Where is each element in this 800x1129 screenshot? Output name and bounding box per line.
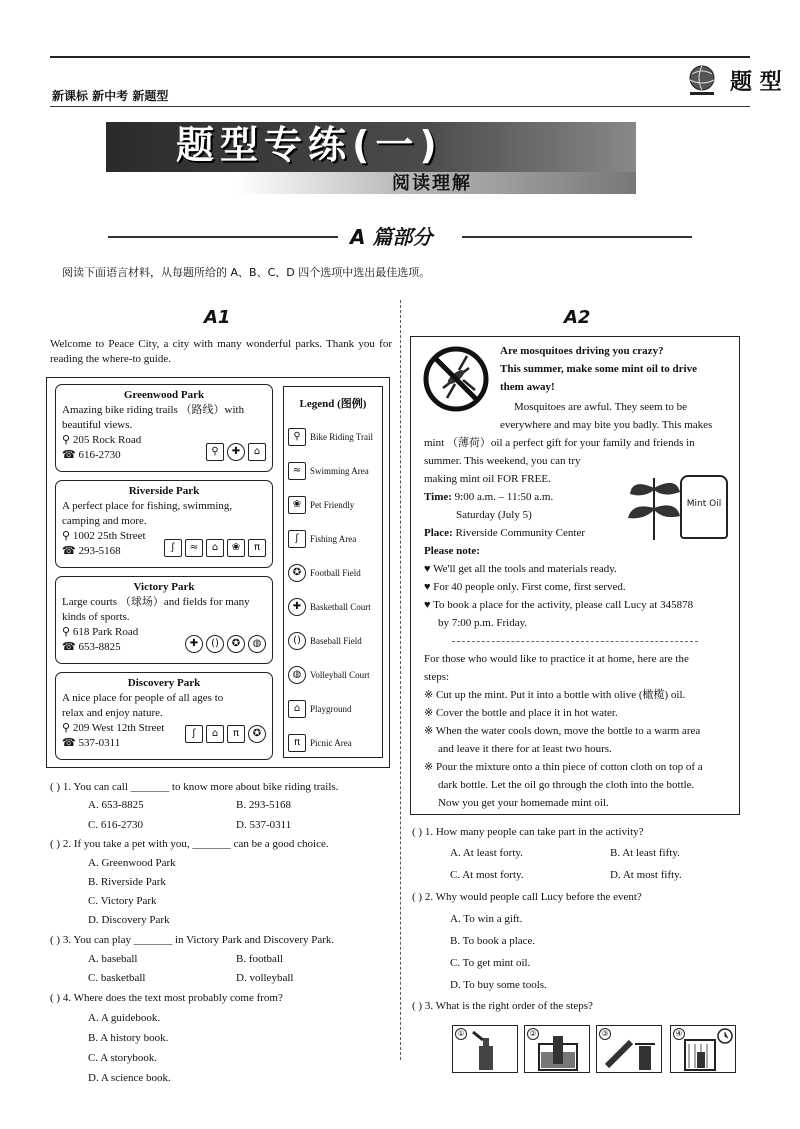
option-d[interactable]: D. 537-0311 (236, 819, 292, 831)
paw-icon: ❀ (288, 496, 306, 514)
question-stem: ( ) 1. You can call _______ to know more about bike riding trails. (50, 781, 339, 793)
a2-title: Are mosquitoes driving you crazy? (500, 345, 664, 357)
a1-intro: Welcome to Peace City, a city with many wonderful parks. Thank you for reading the where-to guide. (50, 338, 392, 365)
park-guide (46, 377, 390, 768)
instructions: 阅读下面语言材料，从每题所给的 A、B、C、D 四个选项中选出最佳选项。 (62, 266, 431, 279)
fishing-icon: ʃ (164, 539, 182, 557)
question-stem: ( ) 1. How many people can take part in the activity? (412, 826, 644, 838)
legend-item: ✚ Basketball Court (288, 590, 378, 624)
legend-item: () Baseball Field (288, 624, 378, 658)
park-phone: ☎ 653-8825 (62, 641, 121, 653)
step-image-2 (524, 1025, 590, 1073)
park-desc: beautiful views. (62, 419, 133, 431)
note-item: ♥ We'll get all the tools and materials ready. (424, 563, 617, 575)
option-a[interactable]: A. baseball (88, 953, 138, 965)
option-b[interactable]: B. At least fifty. (610, 847, 680, 859)
step-number: ④ (673, 1028, 685, 1040)
a2-title: them away! (500, 381, 555, 393)
option-a[interactable]: A. At least forty. (450, 847, 523, 859)
question-stem: ( ) 2. Why would people call Lucy before the event? (412, 891, 642, 903)
option-b[interactable]: B. Riverside Park (88, 876, 166, 888)
park-name: Greenwood Park (123, 389, 205, 401)
question-stem: ( ) 3. What is the right order of the steps? (412, 1000, 593, 1012)
dotted-separator (452, 641, 698, 642)
step-item: ※ When the water cools down, move the bottle to a warm area (424, 725, 701, 737)
step-item: Now you get your homemade mint oil. (438, 797, 609, 809)
legend-item: ≈ Swimming Area (288, 454, 378, 488)
football-icon: ✪ (288, 564, 306, 582)
step-item: ※ Pour the mixture onto a thin piece of cotton cloth on top of a (424, 761, 703, 773)
a2-paragraph: Mosquitoes are awful. They seem to be (514, 401, 688, 413)
phone-icon: ☎ (62, 545, 79, 557)
legend-item: ◍ Volleyball Court (288, 658, 378, 692)
a2-paragraph: mint （薄荷）oil a perfect gift for your family and friends in (424, 437, 695, 449)
location-pin-icon: ⚲ (62, 722, 73, 734)
section-title: A 篇部分 (350, 225, 433, 249)
note-item: by 7:00 p.m. Friday. (438, 617, 528, 629)
place-line: Place: Riverside Community Center (424, 527, 585, 539)
basketball-icon: ✚ (185, 635, 203, 653)
heart-icon: ♥ (424, 581, 434, 593)
option-b[interactable]: B. football (236, 953, 284, 965)
banner-subtitle: 阅读理解 (392, 173, 472, 194)
picnic-icon: π (288, 734, 306, 752)
question-stem: ( ) 4. Where does the text most probably come from? (50, 992, 283, 1004)
option-c[interactable]: C. At most forty. (450, 869, 524, 881)
step-image-3 (596, 1025, 662, 1073)
park-desc: Large courts （球场）and fields for many (62, 596, 250, 608)
picnic-icon: π (227, 725, 245, 743)
basketball-icon: ✚ (288, 598, 306, 616)
header-rule (50, 106, 750, 107)
swimming-icon: ≈ (185, 539, 203, 557)
legend-item: π Picnic Area (288, 726, 378, 760)
mint-leaf-icon (626, 468, 682, 542)
question-stem: ( ) 2. If you take a pet with you, _______ can be a good choice. (50, 838, 329, 850)
phone-icon: ☎ (62, 737, 79, 749)
option-b[interactable]: B. 293-5168 (236, 799, 291, 811)
step-number: ② (527, 1028, 539, 1040)
picnic-icon: π (248, 539, 266, 557)
swimming-icon: ≈ (288, 462, 306, 480)
legend-item: ʃ Fishing Area (288, 522, 378, 556)
date-line: Saturday (July 5) (456, 509, 532, 521)
option-d[interactable]: D. To buy some tools. (450, 979, 547, 991)
option-d[interactable]: D. Discovery Park (88, 914, 170, 926)
option-c[interactable]: C. Victory Park (88, 895, 157, 907)
park-desc: camping and more. (62, 515, 147, 527)
legend-item: ⌂ Playground (288, 692, 378, 726)
legend-title: Legend (图例) (299, 398, 367, 410)
park-card-victory (55, 576, 273, 664)
park-desc: A nice place for people of all ages to (62, 692, 224, 704)
volleyball-icon: ◍ (288, 666, 306, 684)
series-label: 新课标 新中考 新题型 (52, 89, 169, 103)
park-address: ⚲ 618 Park Road (62, 626, 139, 638)
a2-paragraph: making mint oil FOR FREE. (424, 473, 551, 485)
option-d[interactable]: D. At most fifty. (610, 869, 682, 881)
option-a[interactable]: A. To win a gift. (450, 913, 523, 925)
option-d[interactable]: D. volleyball (236, 972, 294, 984)
phone-icon: ☎ (62, 449, 79, 461)
legend-item: ✪ Football Field (288, 556, 378, 590)
step-number: ① (455, 1028, 467, 1040)
bike-icon: ⚲ (288, 428, 306, 446)
legend-item: ❀ Pet Friendly (288, 488, 378, 522)
note-item: ♥ To book a place for the activity, please call Lucy at 345878 (424, 599, 694, 611)
location-pin-icon: ⚲ (62, 626, 73, 638)
bike-icon: ⚲ (206, 443, 224, 461)
option-d[interactable]: D. A science book. (88, 1072, 171, 1084)
step-image-1 (452, 1025, 518, 1073)
a1-heading: A1 (204, 307, 231, 328)
a2-heading: A2 (564, 307, 591, 328)
a2-paragraph: everywhere and may bite you badly. This makes (500, 419, 713, 431)
heart-icon: ♥ (424, 599, 434, 611)
question-stem: ( ) 3. You can play _______ in Victory Park and Discovery Park. (50, 934, 335, 946)
legend-item: ⚲ Bike Riding Trail (288, 420, 378, 454)
baseball-icon: () (206, 635, 224, 653)
park-desc: relax and enjoy nature. (62, 707, 163, 719)
park-address: ⚲ 1002 25th Street (62, 530, 146, 542)
park-desc: A perfect place for fishing, swimming, (62, 500, 233, 512)
top-rule (50, 56, 750, 58)
playground-icon: ⌂ (288, 700, 306, 718)
globe-icon (684, 64, 720, 98)
section-rule-right (462, 236, 692, 238)
step-item: ※ Cut up the mint. Put it into a bottle with olive (橄榄) oil. (424, 689, 686, 701)
heart-icon: ♥ (424, 563, 434, 575)
park-address: ⚲ 205 Rock Road (62, 434, 142, 446)
playground-icon: ⌂ (248, 443, 266, 461)
playground-icon: ⌂ (206, 539, 224, 557)
park-card-greenwood (55, 384, 273, 472)
park-desc: kinds of sports. (62, 611, 130, 623)
home-intro: steps: (424, 671, 450, 683)
step-number: ③ (599, 1028, 611, 1040)
option-b[interactable]: B. To book a place. (450, 935, 536, 947)
step-item: dark bottle. Let the oil go through the cloth into the bottle. (438, 779, 695, 791)
football-icon: ✪ (227, 635, 245, 653)
basketball-icon: ✚ (227, 443, 245, 461)
option-c[interactable]: C. To get mint oil. (450, 957, 531, 969)
option-c[interactable]: C. basketball (88, 972, 146, 984)
step-item: ※ Cover the bottle and place it in hot water. (424, 707, 618, 719)
fishing-icon: ʃ (288, 530, 306, 548)
fishing-icon: ʃ (185, 725, 203, 743)
note-label: Please note: (424, 545, 480, 557)
park-card-discovery (55, 672, 273, 760)
baseball-icon: () (288, 632, 306, 650)
park-address: ⚲ 209 West 12th Street (62, 722, 165, 734)
banner-title: 题型专练(一) (176, 123, 443, 167)
section-rule-left (108, 236, 338, 238)
phone-icon: ☎ (62, 641, 79, 653)
corner-label: 题 型 (730, 70, 782, 95)
playground-icon: ⌂ (206, 725, 224, 743)
option-c[interactable]: C. 616-2730 (88, 819, 143, 831)
park-name: Riverside Park (128, 485, 200, 497)
football-icon: ✪ (248, 725, 266, 743)
option-a[interactable]: A. Greenwood Park (88, 857, 176, 869)
location-pin-icon: ⚲ (62, 434, 73, 446)
option-a[interactable]: A. 653-8825 (88, 799, 144, 811)
time-line: Time: 9:00 a.m. – 11:50 a.m. (424, 491, 554, 503)
location-pin-icon: ⚲ (62, 530, 73, 542)
park-desc: Amazing bike riding trails （路线）with (62, 404, 245, 416)
home-intro: For those who would like to practice it at home, here are the (424, 653, 689, 665)
option-b[interactable]: B. A history book. (88, 1032, 169, 1044)
option-a[interactable]: A. A guidebook. (88, 1012, 161, 1024)
park-name: Victory Park (133, 581, 195, 593)
volleyball-icon: ◍ (248, 635, 266, 653)
step-item: and leave it there for at least two hours. (438, 743, 612, 755)
park-phone: ☎ 293-5168 (62, 545, 121, 557)
column-divider (400, 300, 401, 1060)
park-name: Discovery Park (127, 677, 201, 689)
legend (283, 386, 383, 758)
no-mosquito-icon (421, 344, 491, 414)
option-c[interactable]: C. A storybook. (88, 1052, 158, 1064)
paw-icon: ❀ (227, 539, 245, 557)
step-image-4 (670, 1025, 736, 1073)
a2-paragraph: summer. This weekend, you can try (424, 455, 581, 467)
park-phone: ☎ 616-2730 (62, 449, 121, 461)
a2-title: This summer, make some mint oil to drive (500, 363, 697, 375)
note-item: ♥ For 40 people only. First come, first served. (424, 581, 626, 593)
park-phone: ☎ 537-0311 (62, 737, 121, 749)
jar-label: Mint Oil (686, 499, 722, 509)
park-card-riverside (55, 480, 273, 568)
